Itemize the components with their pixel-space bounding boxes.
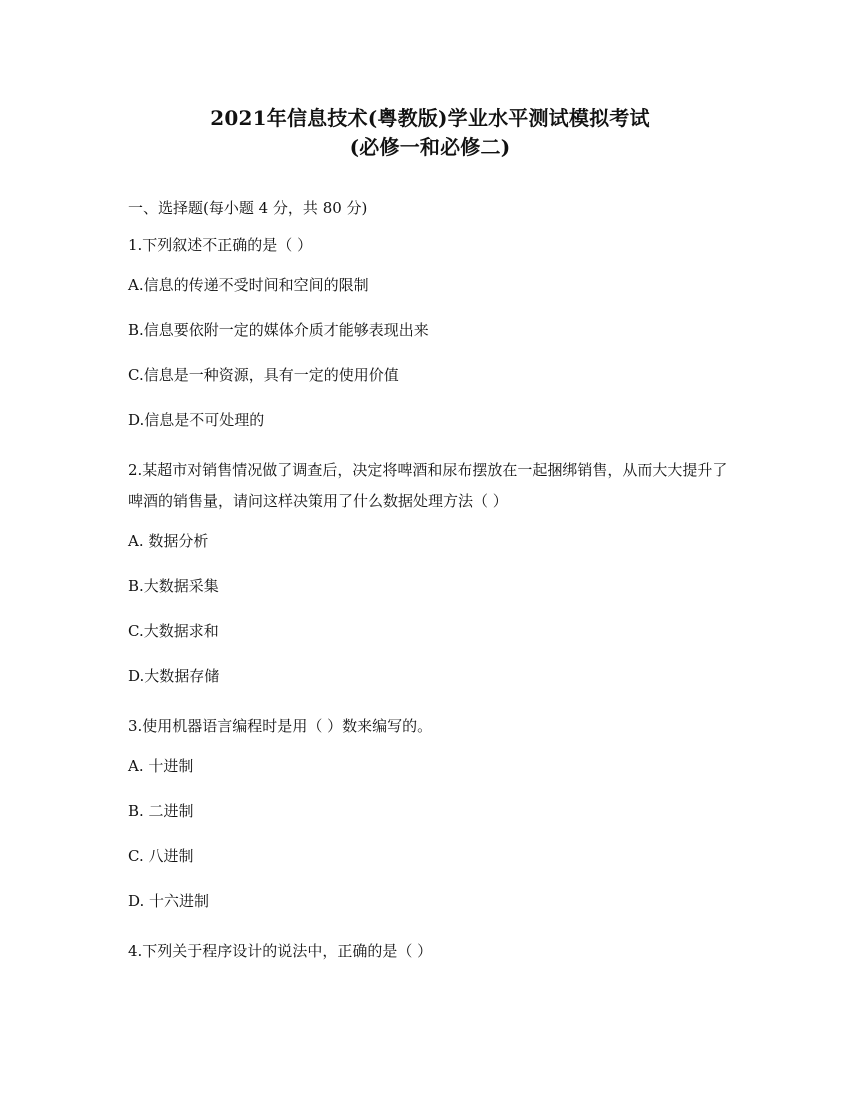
question-4	[128, 936, 732, 967]
question-text: 3.使用机器语言编程时是用（ ）数来编写的。	[128, 717, 433, 735]
title-line-2: (必修一和必修二)	[349, 135, 511, 159]
option-d: D. 十六进制	[128, 892, 210, 910]
title-line-1: 2021年信息技术(粤教版)学业水平测试模拟考试	[210, 106, 650, 130]
option-c: C.大数据求和	[128, 622, 219, 640]
option-a: A. 数据分析	[128, 532, 209, 550]
option-b: B. 二进制	[128, 802, 194, 820]
question-2	[128, 455, 732, 686]
question-1	[128, 230, 732, 430]
option-c: C. 八进制	[128, 847, 194, 865]
option-c: C.信息是一种资源，具有一定的使用价值	[128, 366, 399, 384]
document-title	[128, 104, 732, 162]
option-b: B.大数据采集	[128, 577, 219, 595]
option-d: D.大数据存储	[128, 667, 220, 685]
question-text: 2.某超市对销售情况做了调查后，决定将啤酒和尿布摆放在一起捆绑销售，从而大大提升了啤酒的销售量，请问这样决策用了什么数据处理方法（ ）	[128, 461, 728, 510]
option-d: D.信息是不可处理的	[128, 411, 265, 429]
option-b: B.信息要依附一定的媒体介质才能够表现出来	[128, 321, 429, 339]
option-a: A. 十进制	[128, 757, 194, 775]
question-3	[128, 711, 732, 911]
question-text: 1.下列叙述不正确的是（ ）	[128, 236, 313, 254]
option-a: A.信息的传递不受时间和空间的限制	[128, 276, 369, 294]
question-text: 4.下列关于程序设计的说法中，正确的是（ ）	[128, 942, 433, 960]
section-heading: 一、选择题(每小题 4 分，共 80 分)	[128, 199, 368, 217]
